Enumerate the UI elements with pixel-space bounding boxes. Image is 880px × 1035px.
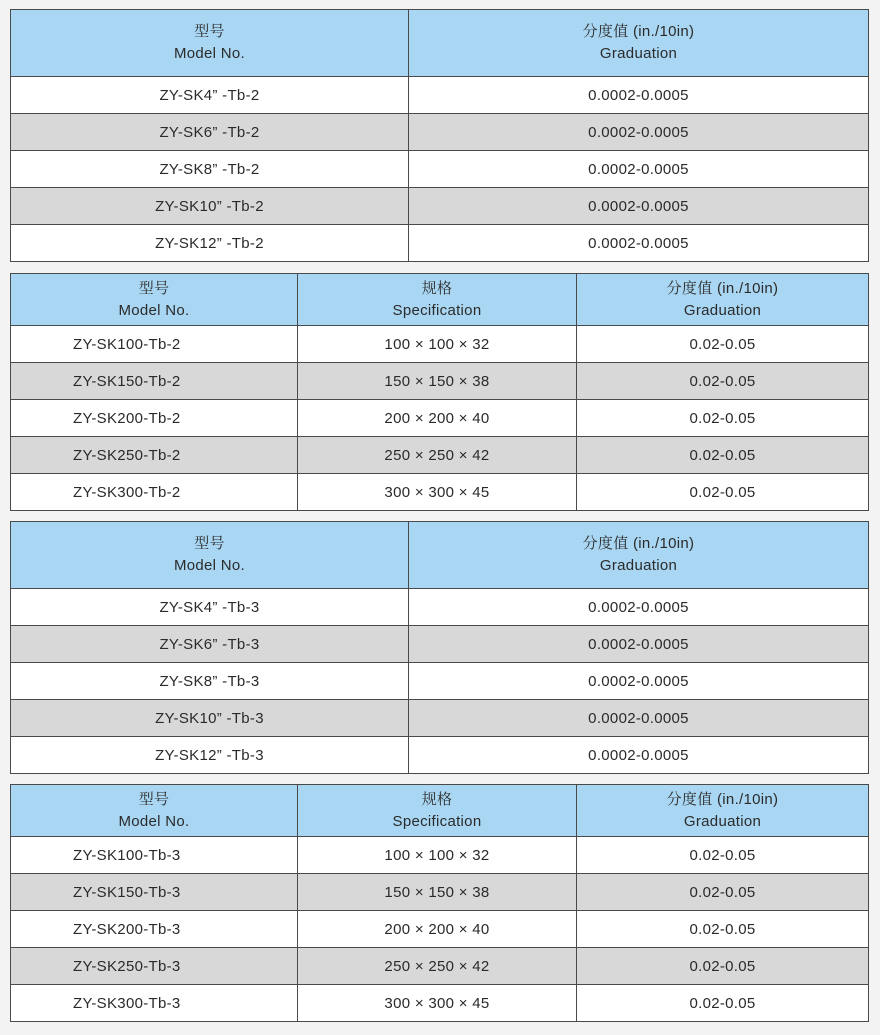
header-spec-en: Specification bbox=[392, 301, 482, 319]
header-graduation-en: Graduation bbox=[683, 812, 762, 830]
graduation-cell: 0.02-0.05 bbox=[577, 874, 869, 911]
model-cell: ZY-SK12” -Tb-3 bbox=[11, 737, 409, 774]
model-cell: ZY-SK8” -Tb-2 bbox=[11, 151, 409, 188]
table-row bbox=[11, 114, 869, 151]
graduation-cell: 0.02-0.05 bbox=[577, 911, 869, 948]
graduation-cell: 0.0002-0.0005 bbox=[409, 114, 869, 151]
graduation-cell: 0.0002-0.0005 bbox=[409, 700, 869, 737]
header-graduation-cn: 分度值 (in./10in) bbox=[666, 279, 779, 297]
header-graduation-en: Graduation bbox=[599, 557, 678, 574]
graduation-cell: 0.02-0.05 bbox=[577, 437, 869, 474]
model-cell: ZY-SK4” -Tb-2 bbox=[11, 77, 409, 114]
model-cell: ZY-SK150-Tb-2 bbox=[11, 363, 298, 400]
header-specification bbox=[298, 785, 577, 837]
spec-cell: 150 × 150 × 38 bbox=[298, 874, 577, 911]
header-model bbox=[11, 522, 409, 589]
model-cell: ZY-SK100-Tb-2 bbox=[11, 326, 298, 363]
spec-cell: 300 × 300 × 45 bbox=[298, 474, 577, 511]
header-graduation bbox=[409, 10, 869, 77]
header-model-en: Model No. bbox=[173, 45, 246, 62]
model-cell: ZY-SK250-Tb-3 bbox=[11, 948, 298, 985]
spec-cell: 150 × 150 × 38 bbox=[298, 363, 577, 400]
header-model-en: Model No. bbox=[173, 557, 246, 574]
spec-cell: 100 × 100 × 32 bbox=[298, 837, 577, 874]
model-cell: ZY-SK4” -Tb-3 bbox=[11, 589, 409, 626]
graduation-cell: 0.02-0.05 bbox=[577, 948, 869, 985]
table-row bbox=[11, 948, 869, 985]
model-cell: ZY-SK100-Tb-3 bbox=[11, 837, 298, 874]
graduation-cell: 0.0002-0.0005 bbox=[409, 151, 869, 188]
graduation-table-tb2 bbox=[10, 9, 869, 262]
model-cell: ZY-SK300-Tb-2 bbox=[11, 474, 298, 511]
table-row bbox=[11, 663, 869, 700]
graduation-cell: 0.02-0.05 bbox=[577, 474, 869, 511]
header-model-cn: 型号 bbox=[194, 535, 225, 552]
model-cell: ZY-SK6” -Tb-2 bbox=[11, 114, 409, 151]
table-row bbox=[11, 363, 869, 400]
header-graduation bbox=[409, 522, 869, 589]
table-row bbox=[11, 985, 869, 1022]
table-row bbox=[11, 874, 869, 911]
spec-cell: 200 × 200 × 40 bbox=[298, 911, 577, 948]
header-model-en: Model No. bbox=[118, 301, 190, 319]
graduation-cell: 0.0002-0.0005 bbox=[409, 663, 869, 700]
header-graduation bbox=[577, 785, 869, 837]
header-spec-cn: 规格 bbox=[421, 279, 453, 297]
model-cell: ZY-SK200-Tb-3 bbox=[11, 911, 298, 948]
specification-table-tb3 bbox=[10, 784, 869, 1022]
table-row bbox=[11, 188, 869, 225]
graduation-cell: 0.0002-0.0005 bbox=[409, 626, 869, 663]
spec-cell: 250 × 250 × 42 bbox=[298, 948, 577, 985]
header-model bbox=[11, 274, 298, 326]
spec-cell: 200 × 200 × 40 bbox=[298, 400, 577, 437]
table-row bbox=[11, 837, 869, 874]
spec-cell: 100 × 100 × 32 bbox=[298, 326, 577, 363]
header-spec-cn: 规格 bbox=[421, 790, 453, 808]
header-model bbox=[11, 785, 298, 837]
model-cell: ZY-SK300-Tb-3 bbox=[11, 985, 298, 1022]
graduation-cell: 0.0002-0.0005 bbox=[409, 589, 869, 626]
model-cell: ZY-SK6” -Tb-3 bbox=[11, 626, 409, 663]
table-row bbox=[11, 326, 869, 363]
graduation-cell: 0.02-0.05 bbox=[577, 363, 869, 400]
header-graduation-cn: 分度值 (in./10in) bbox=[582, 23, 695, 40]
header-specification bbox=[298, 274, 577, 326]
model-cell: ZY-SK10” -Tb-3 bbox=[11, 700, 409, 737]
table-row bbox=[11, 700, 869, 737]
table-row bbox=[11, 400, 869, 437]
model-cell: ZY-SK10” -Tb-2 bbox=[11, 188, 409, 225]
graduation-table-tb3 bbox=[10, 521, 869, 774]
table-header-row bbox=[11, 785, 869, 837]
spec-cell: 300 × 300 × 45 bbox=[298, 985, 577, 1022]
table-row bbox=[11, 225, 869, 262]
header-model bbox=[11, 10, 409, 77]
table-header-row bbox=[11, 274, 869, 326]
table-row bbox=[11, 589, 869, 626]
model-cell: ZY-SK200-Tb-2 bbox=[11, 400, 298, 437]
header-model-cn: 型号 bbox=[138, 279, 170, 297]
header-spec-en: Specification bbox=[392, 812, 482, 830]
table-header-row bbox=[11, 10, 869, 77]
table-header-row bbox=[11, 522, 869, 589]
header-graduation-en: Graduation bbox=[599, 45, 678, 62]
model-cell: ZY-SK250-Tb-2 bbox=[11, 437, 298, 474]
graduation-cell: 0.0002-0.0005 bbox=[409, 77, 869, 114]
specification-table-tb2 bbox=[10, 273, 869, 511]
header-graduation-cn: 分度值 (in./10in) bbox=[582, 535, 695, 552]
header-model-cn: 型号 bbox=[194, 23, 225, 40]
graduation-cell: 0.02-0.05 bbox=[577, 326, 869, 363]
header-graduation bbox=[577, 274, 869, 326]
header-graduation-cn: 分度值 (in./10in) bbox=[666, 790, 779, 808]
table-row bbox=[11, 626, 869, 663]
graduation-cell: 0.02-0.05 bbox=[577, 400, 869, 437]
table-row bbox=[11, 151, 869, 188]
table-row bbox=[11, 437, 869, 474]
graduation-cell: 0.0002-0.0005 bbox=[409, 225, 869, 262]
model-cell: ZY-SK8” -Tb-3 bbox=[11, 663, 409, 700]
model-cell: ZY-SK150-Tb-3 bbox=[11, 874, 298, 911]
graduation-cell: 0.02-0.05 bbox=[577, 837, 869, 874]
table-row bbox=[11, 77, 869, 114]
graduation-cell: 0.0002-0.0005 bbox=[409, 188, 869, 225]
table-row bbox=[11, 474, 869, 511]
table-row bbox=[11, 911, 869, 948]
model-cell: ZY-SK12” -Tb-2 bbox=[11, 225, 409, 262]
header-model-cn: 型号 bbox=[138, 790, 170, 808]
table-row bbox=[11, 737, 869, 774]
graduation-cell: 0.02-0.05 bbox=[577, 985, 869, 1022]
header-graduation-en: Graduation bbox=[683, 301, 762, 319]
spec-cell: 250 × 250 × 42 bbox=[298, 437, 577, 474]
header-model-en: Model No. bbox=[118, 812, 190, 830]
graduation-cell: 0.0002-0.0005 bbox=[409, 737, 869, 774]
